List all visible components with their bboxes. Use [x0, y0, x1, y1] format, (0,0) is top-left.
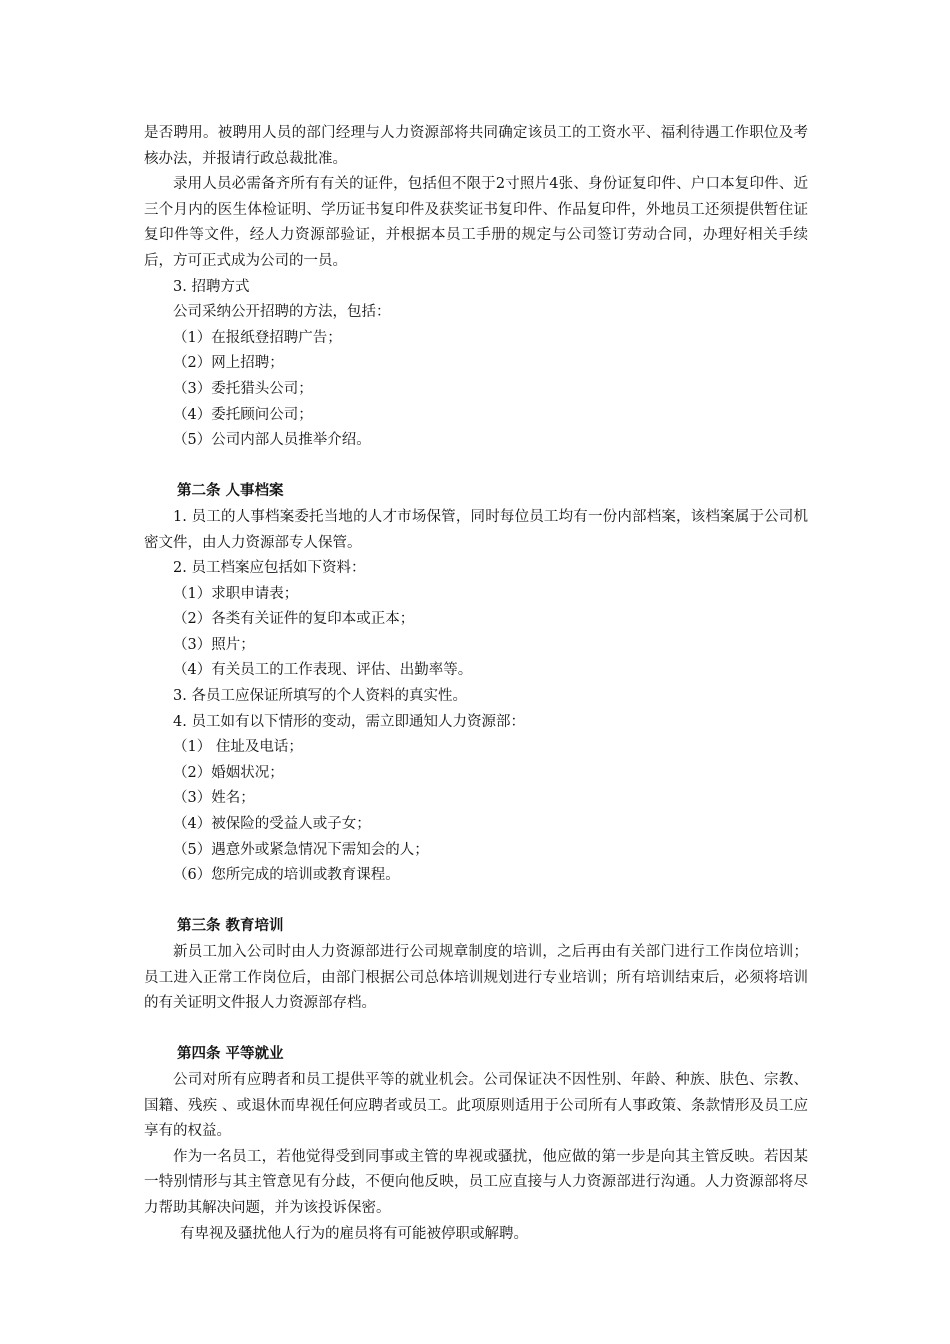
list-item: （1） 住址及电话； — [173, 739, 303, 756]
list-item: （1）求职申请表； — [173, 585, 299, 602]
spacer — [144, 454, 808, 480]
list-item: （2）婚姻状况； — [173, 764, 284, 781]
numbered-item: 1. 员工的人事档案委托当地的人才市场保管，同时每位员工均有一份内部档案，该档案属于公司机密文件，由人力资源部专人保管。 — [144, 508, 808, 551]
list-item: （6）您所完成的培训或教育课程。 — [173, 867, 400, 884]
list-item: （3）委托猎头公司； — [173, 380, 313, 397]
list-item: （4）被保险的受益人或子女； — [173, 816, 371, 833]
paragraph: 作为一名员工，若他觉得受到同事或主管的卑视或骚扰，他应做的第一步是向其主管反映。若因某一特别情形与其主管意见有分歧，不便向他反映，员工应直接与人力资源部进行沟通。人力资源部将尽力帮助其解决问题，并为该投诉保密。 — [144, 1148, 808, 1216]
list-item: （4）有关员工的工作表现、评估、出勤率等。 — [173, 662, 473, 679]
spacer — [144, 1017, 808, 1043]
list-item: （4）委托顾问公司； — [173, 406, 313, 423]
list-item: （3）姓名； — [173, 790, 255, 807]
paragraph: 有卑视及骚扰他人行为的雇员将有可能被停职或解聘。 — [180, 1225, 528, 1242]
section-heading: 第三条 教育培训 — [177, 918, 284, 935]
document-body — [144, 121, 808, 1247]
list-item: （3）照片； — [173, 636, 255, 653]
numbered-item: 2. 员工档案应包括如下资料： — [173, 560, 366, 577]
paragraph: 录用人员必需备齐所有有关的证件，包括但不限于2寸照片4张、身份证复印件、户口本复印件、近三个月内的医生体检证明、学历证书复印件及获奖证书复印件、作品复印件，外地员工还须提供暂住证复印件等文件，经人力资源部验证，并根据本员工手册的规定与公司签订劳动合同，办理好相关手续后，方可正式成为公司的一员。 — [144, 176, 808, 269]
list-item: （2）各类有关证件的复印本或正本； — [173, 611, 415, 628]
numbered-item: 4. 员工如有以下情形的变动，需立即通知人力资源部： — [173, 713, 525, 730]
list-item: （5）公司内部人员推举介绍。 — [173, 432, 371, 449]
list-item: （1）在报纸登招聘广告； — [173, 329, 342, 346]
section-heading: 第二条 人事档案 — [177, 483, 284, 500]
paragraph: 公司采纳公开招聘的方法，包括： — [173, 304, 391, 321]
numbered-item: 3. 招聘方式 — [173, 278, 250, 295]
list-item: （5）遇意外或紧急情况下需知会的人； — [173, 841, 429, 858]
paragraph: 新员工加入公司时由人力资源部进行公司规章制度的培训，之后再由有关部门进行工作岗位培训；员工进入正常工作岗位后，由部门根据公司总体培训规划进行专业培训；所有培训结束后，必须将培训的有关证明文件报人力资源部存档。 — [144, 944, 808, 1012]
numbered-item: 3. 各员工应保证所填写的个人资料的真实性。 — [173, 688, 467, 705]
spacer — [144, 889, 808, 915]
section-heading: 第四条 平等就业 — [177, 1046, 284, 1063]
list-item: （2）网上招聘； — [173, 355, 284, 372]
paragraph: 公司对所有应聘者和员工提供平等的就业机会。公司保证决不因性别、年龄、种族、肤色、宗教、国籍、残疾 、或退休而卑视任何应聘者或员工。此项原则适用于公司所有人事政策、条款情形及员工应享有的权益。 — [144, 1071, 808, 1140]
paragraph: 是否聘用。被聘用人员的部门经理与人力资源部将共同确定该员工的工资水平、福利待遇工作职位及考核办法，并报请行政总裁批准。 — [144, 125, 808, 167]
